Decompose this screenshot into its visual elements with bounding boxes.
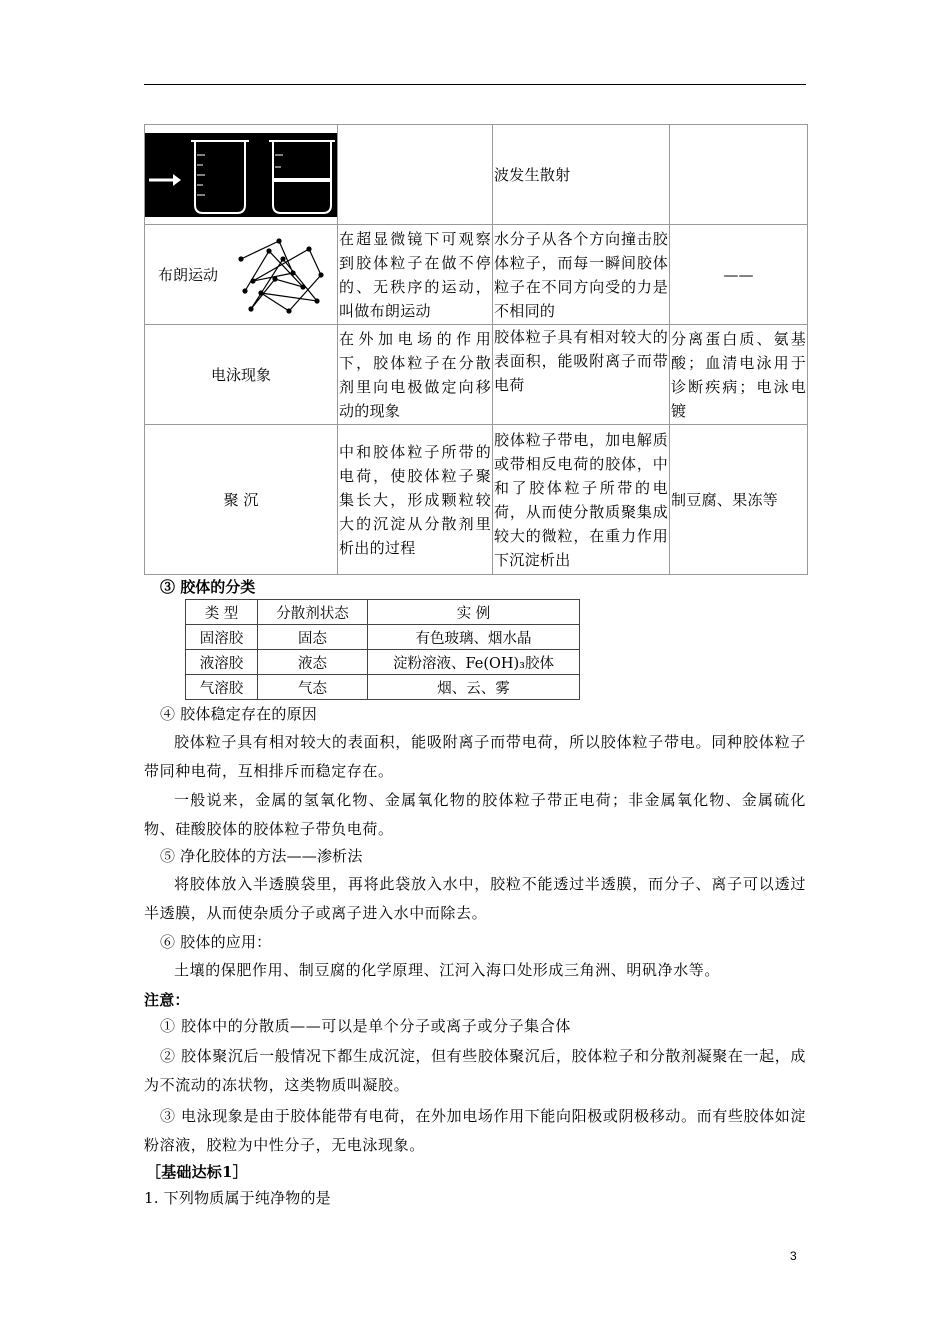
note-item: ① 胶体中的分散质——可以是单个分子或离子或分子集合体 <box>160 1017 571 1035</box>
section-5-heading: ⑤ 净化胶体的方法——渗析法 <box>160 847 363 865</box>
reason-cell: 波发生散射 <box>493 125 670 225</box>
phenomenon-cell: 在外加电场的作用下，胶体粒子在分散剂里向电极做定向移动的现象 <box>338 325 493 425</box>
section-6-heading: ⑥ 胶体的应用： <box>160 933 272 951</box>
paragraph: 将胶体放入半透膜袋里，再将此袋放入水中，胶粒不能透过半透膜，而分子、离子可以透过半透膜，从而使杂质分子或离子进入水中而除去。 <box>144 875 806 922</box>
table-row: 固溶胶 固态 有色玻璃、烟水晶 <box>186 625 580 650</box>
table-header-row: 类 型 分散剂状态 实 例 <box>186 600 580 625</box>
property-name-cell: 电泳现象 <box>145 325 338 425</box>
notes-heading: 注意： <box>144 991 190 1009</box>
question-1: 1. 下列物质属于纯净物的是 <box>144 1189 331 1207</box>
application-cell <box>670 125 808 225</box>
colloid-classification-table <box>185 599 580 700</box>
paragraph: 土壤的保肥作用、制豆腐的化学原理、江河入海口处形成三角洲、明矾净水等。 <box>174 961 721 979</box>
table-row <box>145 125 808 225</box>
table-row: 气溶胶 气态 烟、云、雾 <box>186 675 580 700</box>
note-item: ② 胶体聚沉后一般情况下都生成沉淀，但有些胶体聚沉后，胶体粒子和分散剂凝聚在一起，成为不流动的冻状物，这类物质叫凝胶。 <box>144 1047 806 1094</box>
reason-cell: 胶体粒子带电，加电解质或带相反电荷的胶体，中和了胶体粒子所带的电荷，从而使分散质聚集成较大的微粒，在重力作用下沉淀析出 <box>493 425 670 575</box>
application-cell: 制豆腐、果冻等 <box>670 425 808 575</box>
section-4-heading: ④ 胶体稳定存在的原因 <box>160 705 317 723</box>
table-row: 液溶胶 液态 淀粉溶液、Fe(OH)₃胶体 <box>186 650 580 675</box>
page-number: 3 <box>790 1249 797 1263</box>
paragraph: 胶体粒子具有相对较大的表面积，能吸附离子而带电荷，所以胶体粒子带电。同种胶体粒子带同种电荷，互相排斥而稳定存在。 <box>144 733 806 780</box>
phenomenon-cell: 中和胶体粒子所带的电荷，使胶体粒子聚集长大，形成颗粒较大的沉淀从分散剂里析出的过程 <box>338 425 493 575</box>
exercise-heading: ［基础达标1］ <box>146 1163 248 1181</box>
phenomenon-cell <box>338 125 493 225</box>
header-rule <box>144 84 806 85</box>
reason-cell: 水分子从各个方向撞击胶体粒子，而每一瞬间胶体粒子在不同方向受的力是不相同的 <box>493 225 670 325</box>
section-3-heading: ③ 胶体的分类 <box>160 578 256 596</box>
tyndall-beakers-image <box>145 133 337 217</box>
colloid-properties-table <box>144 124 808 575</box>
application-cell: 分离蛋白质、氨基酸；血清电泳用于诊断疾病；电泳电镀 <box>670 325 808 425</box>
phenomenon-cell: 在超显微镜下可观察到胶体粒子在做不停的、无秩序的运动，叫做布朗运动 <box>338 225 493 325</box>
paragraph: 一般说来，金属的氢氧化物、金属氧化物的胶体粒子带正电荷；非金属氧化物、金属硫化物、硅酸胶体的胶体粒子带负电荷。 <box>144 791 806 838</box>
brownian-name-cell <box>145 225 338 325</box>
application-cell: —— <box>670 225 808 325</box>
reason-cell: 胶体粒子具有相对较大的表面积，能吸附离子而带电荷 <box>493 325 670 425</box>
table-row <box>145 425 808 575</box>
property-name: 布朗运动 <box>158 266 219 284</box>
brownian-motion-image <box>231 231 331 321</box>
property-name-cell: 聚 沉 <box>145 425 338 575</box>
table-row <box>145 225 808 325</box>
note-item: ③ 电泳现象是由于胶体能带有电荷，在外加电场作用下能向阳极或阴极移动。而有些胶体如淀粉溶液，胶粒为中性分子，无电泳现象。 <box>144 1107 806 1154</box>
tyndall-image-cell <box>145 125 338 225</box>
table-row <box>145 325 808 425</box>
